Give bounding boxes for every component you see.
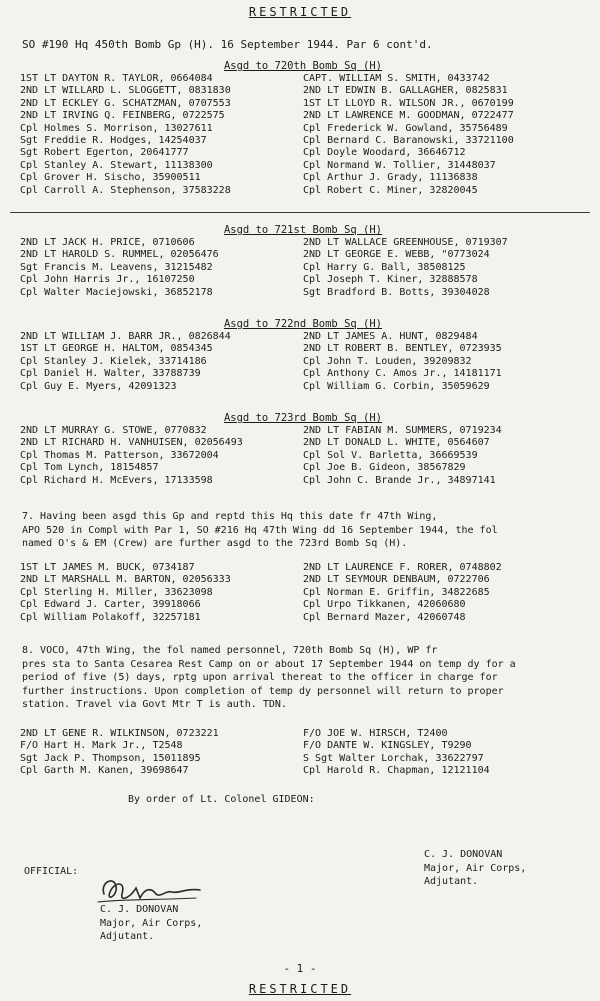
roster-entry: 2ND LT MURRAY G. STOWE, 0770832 [20, 425, 207, 436]
roster-entry: 2ND LT LAURENCE F. RORER, 0748802 [303, 562, 502, 573]
roster-entry: 1ST LT LLOYD R. WILSON JR., 0670199 [303, 97, 514, 109]
roster-entry: 2ND LT RICHARD H. VANHUISEN, 02056493 [20, 437, 243, 449]
roster-entry: Cpl John T. Louden, 39209832 [303, 355, 472, 367]
roster-entry: Cpl Garth M. Kanen, 39698647 [20, 765, 189, 777]
roster-entry: 1ST LT JAMES M. BUCK, 0734187 [20, 562, 195, 573]
official-label: OFFICIAL: [24, 866, 79, 877]
roster-entry: Sgt Francis M. Leavens, 31215482 [20, 261, 213, 273]
order-header: SO #190 Hq 450th Bomb Gp (H). 16 September 1944. Par 6 cont'd. [22, 38, 433, 51]
section-722nd [20, 318, 586, 393]
left-column [20, 73, 303, 197]
page-number: - 1 - [283, 962, 317, 975]
paragraph-7 [22, 510, 582, 551]
roster-entry: Sgt Jack P. Thompson, 15011895 [20, 752, 201, 764]
roster-entry: 2ND LT FABIAN M. SUMMERS, 0719234 [303, 425, 502, 436]
section-723rd [20, 412, 586, 487]
signer-name: C. J. DONOVAN [100, 904, 179, 915]
roster-entry: Cpl Tom Lynch, 18154857 [20, 462, 159, 474]
roster-entry: S Sgt Walter Lorchak, 33622797 [303, 752, 484, 764]
section-title: Asgd to 721st Bomb Sq (H) [223, 224, 383, 236]
left-column [20, 331, 303, 393]
roster-entry: 2ND LT GEORGE E. WEBB, "0773024 [303, 249, 490, 261]
right-column [303, 728, 586, 778]
signature-block-right [424, 848, 526, 889]
section-title: Asgd to 723rd Bomb Sq (H) [223, 412, 383, 424]
roster-entry: Cpl John C. Brande Jr., 34897141 [303, 474, 496, 486]
roster-entry: F/O JOE W. HIRSCH, T2400 [303, 728, 448, 739]
roster-entry: Cpl William Polakoff, 32257181 [20, 611, 201, 623]
roster-entry: 2ND LT HAROLD S. RUMMEL, 02056476 [20, 249, 219, 261]
classification-bottom: RESTRICTED [248, 982, 352, 996]
roster-entry: Cpl Norman E. Griffin, 34822685 [303, 586, 490, 598]
roster-entry: 2ND LT WILLIAM J. BARR JR., 0826844 [20, 331, 231, 342]
section-divider [10, 212, 590, 213]
section-title: Asgd to 720th Bomb Sq (H) [223, 60, 383, 72]
right-column [303, 562, 586, 624]
section-721st [20, 224, 586, 299]
roster-entry: Cpl Guy E. Myers, 42091323 [20, 380, 177, 392]
roster-entry: Cpl Holmes S. Morrison, 13027611 [20, 122, 213, 134]
signer-rank: Major, Air Corps, [100, 917, 203, 929]
paragraph-8-roster [20, 728, 586, 778]
roster-entry: F/O DANTE W. KINGSLEY, T9290 [303, 740, 472, 752]
roster-entry: Cpl Urpo Tikkanen, 42060680 [303, 599, 466, 611]
signer-title: Adjutant. [100, 931, 155, 942]
roster-entry: 2ND LT SEYMOUR DENBAUM, 0722706 [303, 574, 490, 586]
paragraph-line: named O's & EM (Crew) are further asgd to the 723rd Bomb Sq (H). [22, 538, 408, 549]
roster-entry: 1ST LT GEORGE H. HALTOM, 0854345 [20, 343, 213, 355]
paragraph-7-roster [20, 562, 586, 624]
signer-name: C. J. DONOVAN [424, 849, 503, 860]
roster-entry: 2ND LT WILLARD L. SLOGGETT, 0831830 [20, 85, 231, 97]
roster-entry: CAPT. WILLIAM S. SMITH, 0433742 [303, 73, 490, 84]
roster-entry: Cpl Stanley A. Stewart, 11138300 [20, 159, 213, 171]
roster-entry: Cpl William G. Corbin, 35059629 [303, 380, 490, 392]
roster-entry: Cpl Anthony C. Amos Jr., 14181171 [303, 368, 502, 380]
roster-entry: Sgt Bradford B. Botts, 39304028 [303, 286, 490, 298]
roster-entry: Cpl John Harris Jr., 16107250 [20, 274, 195, 286]
roster-entry: 1ST LT DAYTON R. TAYLOR, 0664084 [20, 73, 213, 84]
roster-entry: Cpl Joe B. Gideon, 38567829 [303, 462, 466, 474]
roster-entry: Cpl Harry G. Ball, 38508125 [303, 261, 466, 273]
roster-entry: Cpl Richard H. McEvers, 17133598 [20, 474, 213, 486]
roster-entry: Cpl Grover H. Sischo, 35900511 [20, 172, 201, 184]
paragraph-line: 8. VOCO, 47th Wing, the fol named personnel, 720th Bomb Sq (H), WP fr [22, 645, 438, 656]
roster-entry: Sgt Freddie R. Hodges, 14254037 [20, 134, 207, 146]
roster-entry: 2ND LT IRVING Q. FEINBERG, 0722575 [20, 110, 225, 122]
paragraph-line: APO 520 in Compl with Par 1, SO #216 Hq 47th Wing dd 16 September 1944, the fol [22, 524, 498, 536]
roster-entry: 2ND LT EDWIN B. GALLAGHER, 0825831 [303, 85, 508, 97]
paragraph-line: pres sta to Santa Cesarea Rest Camp on or about 17 September 1944 on temp dy for a [22, 658, 516, 670]
roster-entry: 2ND LT JAMES A. HUNT, 0829484 [303, 331, 478, 342]
paragraph-line: 7. Having been asgd this Gp and reptd this Hq this date fr 47th Wing, [22, 511, 438, 522]
roster-entry: Cpl Harold R. Chapman, 12121104 [303, 765, 490, 777]
roster-entry: Cpl Robert C. Miner, 32820045 [303, 184, 478, 196]
roster-entry: Cpl Carroll A. Stephenson, 37583228 [20, 184, 231, 196]
signer-rank: Major, Air Corps, [424, 862, 527, 874]
left-column [20, 562, 303, 624]
left-column [20, 425, 303, 487]
roster-entry: 2ND LT GENE R. WILKINSON, 0723221 [20, 728, 219, 739]
roster-entry: Cpl Sol V. Barletta, 36669539 [303, 449, 478, 461]
right-column [303, 331, 586, 393]
roster-entry: Cpl Bernard Mazer, 42060748 [303, 611, 466, 623]
paragraph-line: station. Travel via Govt Mtr T is auth. TDN. [22, 699, 287, 710]
roster-entry: 2ND LT ROBERT B. BENTLEY, 0723935 [303, 343, 502, 355]
signature-block-left [100, 903, 202, 944]
roster-entry: Cpl Daniel H. Walter, 33788739 [20, 368, 201, 380]
roster-entry: Cpl Joseph T. Kiner, 32888578 [303, 274, 478, 286]
roster-entry: Cpl Normand W. Tollier, 31448037 [303, 159, 496, 171]
roster-entry: Cpl Thomas M. Patterson, 33672004 [20, 449, 219, 461]
roster-entry: 2ND LT DONALD L. WHITE, 0564607 [303, 437, 490, 449]
right-column [303, 425, 586, 487]
roster-entry: F/O Hart H. Mark Jr., T2548 [20, 740, 183, 752]
roster-entry: Cpl Sterling H. Miller, 33623098 [20, 586, 213, 598]
roster-entry: Cpl Walter Maciejowski, 36852178 [20, 286, 213, 298]
roster-entry: Cpl Stanley J. Kielek, 33714186 [20, 355, 207, 367]
right-column [303, 237, 586, 299]
roster-entry: Cpl Edward J. Carter, 39918066 [20, 599, 201, 611]
roster-entry: Cpl Frederick W. Gowland, 35756489 [303, 122, 508, 134]
paragraph-line: period of five (5) days, rptg upon arrival thereat to the officer in charge for [22, 672, 498, 683]
left-column [20, 728, 303, 778]
roster-entry: Sgt Robert Egerton, 20641777 [20, 147, 189, 159]
roster-entry: 2ND LT WALLACE GREENHOUSE, 0719307 [303, 237, 508, 248]
section-720th [20, 60, 586, 197]
roster-entry: Cpl Doyle Woodard, 36646712 [303, 147, 466, 159]
right-column [303, 73, 586, 197]
classification-top: RESTRICTED [248, 5, 352, 19]
roster-entry: Cpl Bernard C. Baranowski, 33721100 [303, 134, 514, 146]
paragraph-8 [22, 644, 582, 712]
roster-entry: Cpl Arthur J. Grady, 11136838 [303, 172, 478, 184]
by-order-line: By order of Lt. Colonel GIDEON: [128, 794, 315, 805]
signer-title: Adjutant. [424, 876, 479, 887]
paragraph-line: further instructions. Upon completion of temp dy personnel will return to proper [22, 685, 504, 697]
section-title: Asgd to 722nd Bomb Sq (H) [223, 318, 383, 330]
roster-entry: 2ND LT JACK H. PRICE, 0710606 [20, 237, 195, 248]
roster-entry: 2ND LT ECKLEY G. SCHATZMAN, 0707553 [20, 97, 231, 109]
left-column [20, 237, 303, 299]
roster-entry: 2ND LT MARSHALL M. BARTON, 02056333 [20, 574, 231, 586]
roster-entry: 2ND LT LAWRENCE M. GOODMAN, 0722477 [303, 110, 514, 122]
